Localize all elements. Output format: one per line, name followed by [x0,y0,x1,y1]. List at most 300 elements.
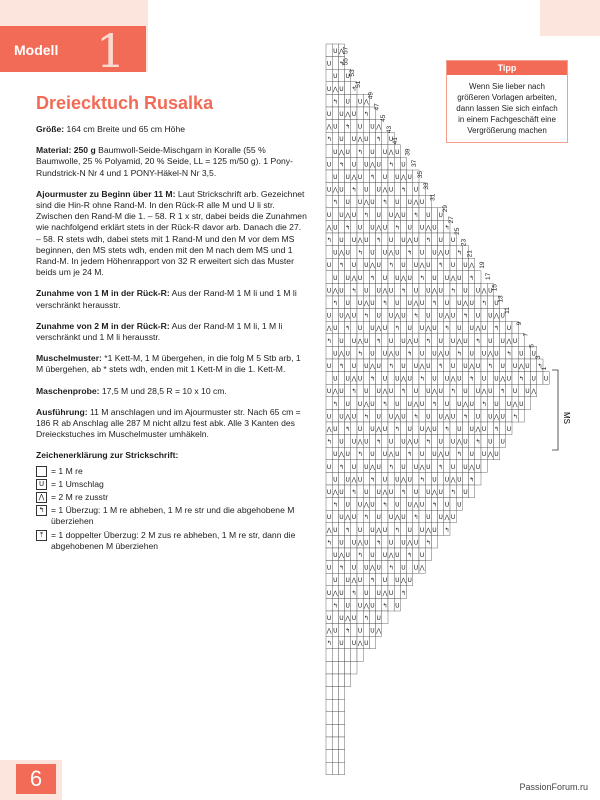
chart-cell [332,157,338,170]
chart-cell [332,699,338,712]
chart-cell [357,107,363,120]
chart-cell [338,120,344,133]
chart-symbol: ⋀ [401,577,406,585]
chart-cell [419,435,425,448]
chart-symbol: ↰ [400,589,407,597]
chart-symbol: U [333,73,338,81]
chart-symbol: U [388,337,394,345]
chart-symbol: U [444,400,450,408]
row-label: 53 [348,69,356,77]
chart-symbol: U [364,136,369,144]
chart-cell [338,523,344,536]
chart-symbol: U [326,463,332,471]
chart-symbol: U [401,539,406,547]
chart-cell [345,82,351,95]
chart-symbol: ↰ [382,400,388,408]
knitting-chart [320,40,580,780]
chart-symbol: U [395,476,400,484]
chart-symbol: U [333,375,338,383]
chart-cell [369,409,375,422]
chart-cell [400,498,406,511]
chart-cell [338,296,344,309]
chart-cell [413,220,419,233]
chart-cell [388,372,394,385]
chart-symbol: U [339,85,344,93]
section-increase-1: Zunahme von 1 M in der Rück-R: Aus der Rand-M 1 M li und 1 M li verschränkt herausstr. [36,288,297,310]
chart-symbol: U [351,615,357,622]
chart-cell [363,120,369,133]
chart-symbol: U [475,363,481,370]
chart-symbol: U [531,350,536,358]
section-execution: Ausführung: 11 M anschlagen und im Ajourmuster str. Nach 65 cm = 186 R ab Anschlag alle 287 M nicht allzu fest abk. Alle 3 Kanten des Dreieckstuches im Muschelmuster umhäkeln. [36,406,301,440]
chart-cell [382,233,388,246]
row-label: 21 [466,250,474,258]
chart-symbol: U [444,249,450,257]
chart-symbol: U [357,602,363,610]
chart-cell [363,346,369,359]
chart-cell [332,712,338,725]
chart-cell [363,145,369,158]
chart-cell [338,661,344,674]
chart-symbol: U [401,438,406,446]
chart-cell [345,183,351,196]
chart-symbol: ↰ [512,413,518,421]
chart-symbol: U [351,161,357,169]
chart-symbol: ↰ [487,363,493,370]
chart-cell [431,208,437,221]
chart-cell [351,523,357,536]
chart-cell [444,258,450,271]
chart-cell [407,409,413,422]
chart-symbol: U [388,438,394,446]
chart-cell [338,687,344,700]
chart-symbol: U [364,287,369,295]
chart-symbol: ↰ [376,237,382,244]
chart-cell [363,271,369,284]
chart-symbol: U [364,539,369,547]
chart-symbol: U [382,249,388,257]
chart-symbol: ⋀ [401,476,406,484]
row-label: 13 [497,295,505,303]
chart-cell [419,283,425,296]
chart-cell [338,472,344,485]
chart-cell [481,409,487,422]
chart-symbol: ↰ [413,413,419,421]
chart-symbol: U [364,337,369,345]
legend-item: ⋀ = 2 M re zusstr [36,492,308,503]
chart-cell [326,762,332,775]
chart-symbol: U [326,589,332,597]
chart-symbol: ↰ [462,413,469,421]
chart-cell [388,422,394,435]
chart-symbol: U [463,438,468,446]
chart-cell [326,94,332,107]
chart-symbol: U [488,337,493,345]
chart-symbol: ⋀ [345,615,351,622]
chart-symbol: U [419,350,425,358]
chart-symbol: U [469,300,474,307]
chart-cell [363,372,369,385]
chart-symbol: U [407,199,412,207]
chart-cell [388,598,394,611]
section-gauge: Maschenprobe: 17,5 M und 28,5 R = 10 x 10 cm. [36,385,227,396]
row-label: 43 [386,125,393,134]
chart-symbol: ⋀ [388,148,394,156]
chart-symbol: ⋀ [432,489,437,496]
chart-symbol: U [432,476,437,484]
chart-cell [462,321,468,334]
chart-symbol: ↰ [431,501,438,509]
chart-symbol: ↰ [388,262,394,270]
chart-cell [326,472,332,485]
chart-symbol: ⋀ [363,98,369,106]
chart-symbol: ↰ [481,400,487,408]
chart-cell [469,334,475,347]
row-label: 37 [410,159,418,167]
chart-symbol: ↰ [475,337,481,345]
chart-symbol: U [457,476,462,484]
chart-cell [444,485,450,498]
chart-symbol: ↰ [345,325,351,333]
chart-cell [438,372,444,385]
chart-cell [338,69,344,82]
chart-symbol: U [469,325,474,333]
chart-cell [357,384,363,397]
chart-symbol: ↰ [456,249,462,257]
chart-symbol: U [357,300,363,307]
instructions [36,124,308,554]
chart-symbol: U [376,262,381,270]
chart-cell [462,472,468,485]
chart-cell [345,258,351,271]
chart-cell [487,321,493,334]
row-label: 41 [392,137,400,145]
chart-symbol: ↰ [357,249,363,257]
chart-cell [469,283,475,296]
chart-symbol: U [364,363,369,370]
chart-cell [382,208,388,221]
chart-cell [394,561,400,574]
chart-symbol: U [401,363,406,370]
chart-cell [345,661,351,674]
chart-cell [407,510,413,523]
chart-symbol: ↰ [400,186,407,194]
chart-symbol: ↰ [326,640,332,648]
chart-cell [326,737,332,750]
chart-symbol: ⋀ [456,337,462,345]
chart-symbol: U [438,413,443,421]
chart-cell [369,233,375,246]
chart-symbol: U [450,463,456,471]
chart-cell [326,195,332,208]
chart-cell [475,296,481,309]
chart-symbol: U [512,388,518,396]
chart-cell [326,372,332,385]
chart-symbol: U [339,136,344,144]
chart-symbol: ↰ [413,514,419,522]
chart-symbol: U [395,602,400,610]
chart-cell [388,170,394,183]
chart-symbol: U [438,514,443,522]
chart-cell [326,246,332,259]
chart-cell [326,69,332,82]
chart-cell [487,372,493,385]
chart-cell [444,384,450,397]
chart-symbol: U [388,413,394,421]
chart-cell [425,397,431,410]
chart-symbol: ⋀ [382,589,388,597]
chart-symbol: ↰ [338,463,345,471]
chart-symbol: U [506,375,512,383]
chart-symbol: U [382,476,388,484]
chart-symbol: U [481,451,487,459]
chart-symbol: ⋀ [345,312,351,320]
chart-symbol: U [463,287,468,295]
chart-cell [345,649,351,662]
chart-symbol: ↰ [363,514,369,522]
chart-symbol: U [407,300,412,307]
chart-cell [376,296,382,309]
chart-cell [326,498,332,511]
chart-symbol: U [475,413,481,421]
chart-cell [351,447,357,460]
chart-symbol: U [333,325,338,333]
chart-symbol: ↰ [444,325,450,333]
chart-symbol: U [357,501,363,509]
chart-symbol: U [457,426,462,433]
chart-cell [469,435,475,448]
row-label: 5 [528,344,536,348]
chart-symbol: U [339,211,344,219]
chart-symbol: U [376,615,381,622]
chart-symbol: U [345,73,350,81]
row-label: 35 [417,171,424,179]
chart-symbol: ⋀ [444,413,450,421]
chart-symbol: U [326,413,332,421]
chart-symbol: U [357,325,363,333]
chart-symbol: U [388,211,394,219]
chart-symbol: ⋀ [376,627,382,635]
row-label: 15 [491,284,499,292]
chart-symbol: U [351,363,357,370]
chart-symbol: U [401,514,406,522]
chart-symbol: ⋀ [512,400,518,408]
chart-cell [382,435,388,448]
chart-cell [345,636,351,649]
chart-symbol: U [345,400,350,408]
chart-cell [450,246,456,259]
chart-symbol: ⋀ [469,363,475,370]
chart-symbol: U [351,237,357,244]
chart-cell [481,309,487,322]
chart-symbol: U [333,552,338,559]
chart-cell [363,246,369,259]
chart-cell [326,573,332,586]
skp-icon: ↰ [36,505,47,516]
chart-cell [493,435,499,448]
chart-symbol: ⋀ [339,148,344,156]
row-label: 1 [541,366,548,371]
chart-symbol: U [364,438,369,446]
chart-symbol: U [376,363,381,370]
chart-cell [326,44,332,57]
chart-symbol: ⋀ [351,375,357,383]
chart-symbol: U [357,199,363,207]
chart-symbol: ⋀ [531,388,537,396]
chart-cell [376,145,382,158]
chart-symbol: U [419,249,425,257]
yarn-over-icon: U [36,479,47,490]
chart-cell [351,195,357,208]
chart-symbol: U [370,325,375,333]
chart-symbol: ⋀ [444,312,450,320]
chart-symbol: ↰ [438,363,444,370]
chart-cell [413,548,419,561]
chart-symbol: ⋀ [413,400,419,408]
chart-symbol: ⋀ [463,300,468,307]
chart-symbol: ↰ [431,300,438,307]
chart-cell [351,246,357,259]
chart-symbol: U [450,337,456,345]
chart-symbol: U [413,463,419,471]
chart-symbol: U [376,211,381,219]
chart-symbol: U [326,564,332,572]
chart-symbol: ⋀ [363,400,369,408]
chart-cell [431,309,437,322]
chart-cell [345,674,351,687]
chart-cell [444,334,450,347]
chart-cell [481,334,487,347]
chart-symbol: ⋀ [382,388,388,396]
chart-cell [345,384,351,397]
chart-cell [438,472,444,485]
chart-symbol: U [370,123,375,131]
chart-symbol: ⋀ [363,199,369,207]
chart-symbol: U [333,148,338,156]
chart-cell [363,548,369,561]
chart-symbol: ↰ [394,426,400,433]
chart-symbol: U [419,400,425,408]
chart-symbol: ↰ [462,312,469,320]
chart-symbol: ⋀ [376,224,382,232]
chart-symbol: U [364,564,369,572]
chart-symbol: ↰ [338,60,345,68]
row-label: 7 [522,332,530,337]
chart-symbol: U [407,325,412,333]
chart-symbol: U [382,526,388,534]
chart-cell [462,447,468,460]
chart-symbol: U [357,476,363,484]
chart-symbol: ⋀ [432,287,437,295]
chart-symbol: ⋀ [425,224,431,232]
chart-symbol: ⋀ [444,514,450,522]
chart-cell [326,548,332,561]
chart-cell [475,372,481,385]
chart-symbol: ↰ [400,287,407,295]
chart-cell [394,586,400,599]
chart-symbol: ⋀ [413,501,419,509]
chart-symbol: U [444,375,450,383]
chart-symbol: U [388,186,394,194]
chart-symbol: U [481,325,487,333]
legend-item: U = 1 Umschlag [36,479,308,490]
chart-cell [332,409,338,422]
chart-symbol: ⋀ [339,48,344,55]
chart-cell [500,321,506,334]
chart-symbol: ↰ [481,300,487,307]
chart-cell [376,397,382,410]
chart-symbol: ⋀ [438,249,444,257]
row-label: 9 [516,321,524,326]
chart-symbol: ↰ [332,98,338,106]
chart-symbol: ↰ [407,451,413,459]
chart-cell [444,233,450,246]
chart-symbol: U [345,476,350,484]
chart-cell [456,359,462,372]
chart-cell [369,183,375,196]
chart-symbol: U [450,312,456,320]
chart-symbol: ⋀ [388,350,394,358]
chart-symbol: ↰ [394,325,400,333]
chart-cell [413,422,419,435]
chart-symbol: U [488,438,493,446]
chart-cell [332,359,338,372]
chart-symbol: U [426,388,431,396]
chart-symbol: ↰ [444,526,450,534]
chart-symbol: U [543,375,549,383]
chart-cell [332,649,338,662]
chart-symbol: U [475,463,481,471]
chart-symbol: U [326,363,332,370]
chart-symbol: U [438,211,443,219]
chart-cell [506,384,512,397]
chart-cell [345,485,351,498]
chart-cell [351,94,357,107]
chart-symbol: ⋀ [339,451,344,459]
chart-symbol: U [463,388,468,396]
chart-symbol: U [519,350,524,358]
chart-symbol: ↰ [438,463,444,471]
chart-symbol: ⋀ [376,123,382,131]
chart-cell [332,674,338,687]
chart-symbol: U [395,501,400,509]
chart-symbol: U [333,123,338,131]
chart-symbol: U [345,501,350,509]
chart-symbol: U [370,400,375,408]
chart-cell [394,485,400,498]
chart-symbol: ⋀ [376,325,382,333]
chart-cell [456,283,462,296]
chart-symbol: U [326,60,332,68]
chart-cell [407,183,413,196]
chart-symbol: ↰ [394,224,400,232]
chart-symbol: U [494,400,499,408]
chart-cell [456,409,462,422]
section-increase-2: Zunahme von 2 M in der Rück-R: Aus der Rand-M 1 M li, 1 M li verschränkt und 1 M li herausstr. [36,320,283,343]
chart-symbol: ↰ [456,350,462,358]
chart-cell [400,397,406,410]
chart-symbol: ↰ [450,388,456,396]
chart-symbol: U [326,514,332,522]
chart-symbol: U [488,287,493,295]
chart-cell [376,170,382,183]
chart-symbol: ⋀ [425,325,431,333]
chart-cell [338,624,344,637]
chart-symbol: ⋀ [419,363,425,370]
chart-symbol: U [419,224,425,232]
chart-cell [376,195,382,208]
chart-cell [363,523,369,536]
